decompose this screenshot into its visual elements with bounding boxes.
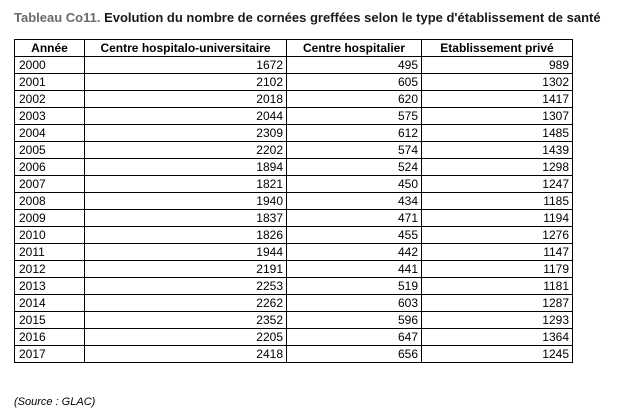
cell-year: 2009	[15, 210, 85, 227]
cell-prive: 1179	[422, 261, 573, 278]
table-body	[15, 57, 573, 363]
cell-ch: 574	[287, 142, 422, 159]
cell-chu: 2352	[85, 312, 287, 329]
header-chu: Centre hospitalo-universitaire	[85, 40, 287, 57]
table-row	[15, 261, 573, 278]
table-row	[15, 108, 573, 125]
table-row	[15, 295, 573, 312]
cell-year: 2014	[15, 295, 85, 312]
table-row	[15, 91, 573, 108]
cell-prive: 1245	[422, 346, 573, 363]
cell-ch: 442	[287, 244, 422, 261]
cell-ch: 605	[287, 74, 422, 91]
table-row	[15, 125, 573, 142]
table-row	[15, 244, 573, 261]
cell-chu: 1894	[85, 159, 287, 176]
cell-prive: 1417	[422, 91, 573, 108]
cell-ch: 519	[287, 278, 422, 295]
cell-chu: 1837	[85, 210, 287, 227]
cell-ch: 612	[287, 125, 422, 142]
cell-year: 2017	[15, 346, 85, 363]
cell-prive: 1181	[422, 278, 573, 295]
cell-prive: 1293	[422, 312, 573, 329]
cell-ch: 596	[287, 312, 422, 329]
table-row	[15, 346, 573, 363]
cell-prive: 1485	[422, 125, 573, 142]
cell-chu: 1940	[85, 193, 287, 210]
cell-year: 2007	[15, 176, 85, 193]
table-row	[15, 193, 573, 210]
cell-prive: 989	[422, 57, 573, 74]
cell-ch: 455	[287, 227, 422, 244]
cell-ch: 620	[287, 91, 422, 108]
cell-chu: 2191	[85, 261, 287, 278]
header-prive: Etablissement privé	[422, 40, 573, 57]
cell-ch: 471	[287, 210, 422, 227]
cell-year: 2002	[15, 91, 85, 108]
table-row	[15, 142, 573, 159]
table-row	[15, 278, 573, 295]
table-row	[15, 329, 573, 346]
cell-prive: 1247	[422, 176, 573, 193]
cell-prive: 1298	[422, 159, 573, 176]
cell-chu: 2309	[85, 125, 287, 142]
table-title	[14, 10, 601, 25]
cell-prive: 1287	[422, 295, 573, 312]
cell-chu: 1826	[85, 227, 287, 244]
cell-chu: 2202	[85, 142, 287, 159]
cell-ch: 441	[287, 261, 422, 278]
cell-chu: 1821	[85, 176, 287, 193]
cell-year: 2003	[15, 108, 85, 125]
cell-year: 2006	[15, 159, 85, 176]
table-caption: Evolution du nombre de cornées greffées selon le type d'établissement de santé	[100, 10, 601, 25]
table-row	[15, 57, 573, 74]
table-row	[15, 210, 573, 227]
cell-chu: 2018	[85, 91, 287, 108]
table-row	[15, 312, 573, 329]
cell-chu: 2205	[85, 329, 287, 346]
cell-ch: 450	[287, 176, 422, 193]
cell-ch: 575	[287, 108, 422, 125]
cell-prive: 1276	[422, 227, 573, 244]
cell-year: 2008	[15, 193, 85, 210]
cell-ch: 434	[287, 193, 422, 210]
cell-chu: 2044	[85, 108, 287, 125]
cell-chu: 2102	[85, 74, 287, 91]
cell-chu: 2418	[85, 346, 287, 363]
cell-prive: 1364	[422, 329, 573, 346]
cell-year: 2012	[15, 261, 85, 278]
table-row	[15, 159, 573, 176]
header-year: Année	[15, 40, 85, 57]
cell-year: 2004	[15, 125, 85, 142]
cell-year: 2013	[15, 278, 85, 295]
table-row	[15, 176, 573, 193]
cell-ch: 656	[287, 346, 422, 363]
cell-chu: 1672	[85, 57, 287, 74]
cell-prive: 1439	[422, 142, 573, 159]
cell-ch: 495	[287, 57, 422, 74]
table-row	[15, 227, 573, 244]
cell-year: 2005	[15, 142, 85, 159]
table-row	[15, 74, 573, 91]
cell-year: 2000	[15, 57, 85, 74]
cell-chu: 2253	[85, 278, 287, 295]
source-note: (Source : GLAC)	[14, 396, 96, 408]
cell-year: 2011	[15, 244, 85, 261]
cell-ch: 647	[287, 329, 422, 346]
cell-prive: 1307	[422, 108, 573, 125]
cell-ch: 603	[287, 295, 422, 312]
cell-year: 2016	[15, 329, 85, 346]
header-ch: Centre hospitalier	[287, 40, 422, 57]
cell-prive: 1194	[422, 210, 573, 227]
data-table	[14, 39, 573, 363]
cell-year: 2015	[15, 312, 85, 329]
cell-prive: 1147	[422, 244, 573, 261]
cell-year: 2001	[15, 74, 85, 91]
cell-prive: 1185	[422, 193, 573, 210]
cell-chu: 2262	[85, 295, 287, 312]
cell-ch: 524	[287, 159, 422, 176]
table-number: Tableau Co11.	[14, 10, 101, 25]
cell-year: 2010	[15, 227, 85, 244]
header-row	[15, 40, 573, 57]
cell-prive: 1302	[422, 74, 573, 91]
cell-chu: 1944	[85, 244, 287, 261]
